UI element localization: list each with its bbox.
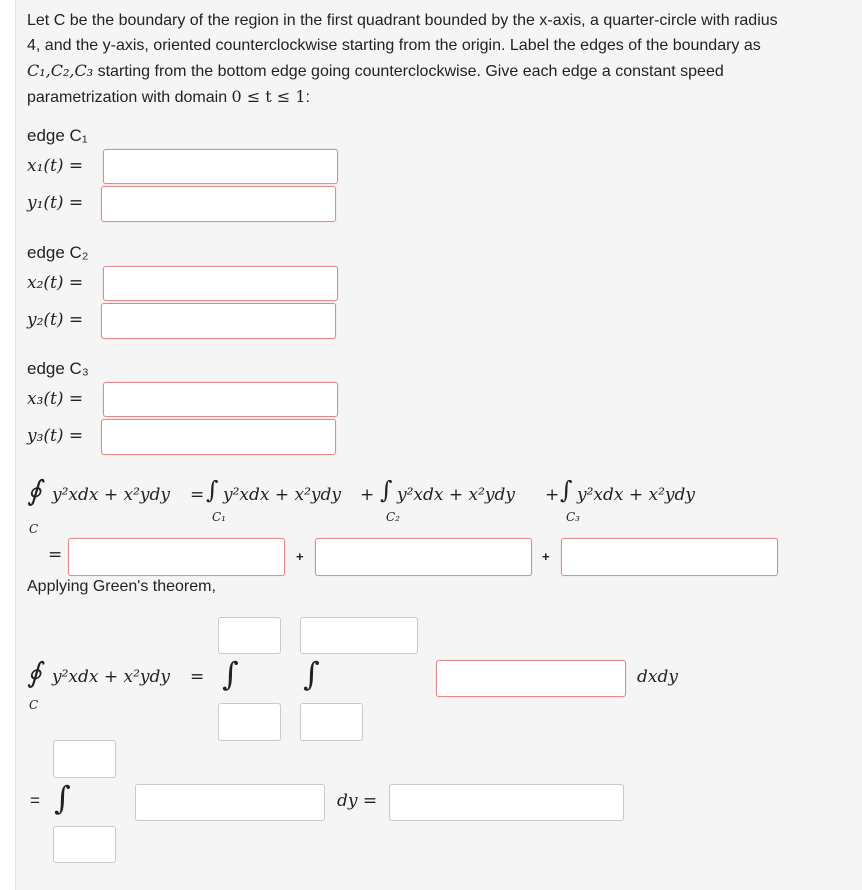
x1-label: x₁(t) = <box>27 156 84 176</box>
final-lower-limit-input[interactable] <box>53 826 116 863</box>
prompt-line-2: 4, and the y-axis, oriented counterclockwise starting from the origin. Label the edges of the boundary as <box>27 37 761 54</box>
x3-input[interactable] <box>103 382 338 417</box>
c3-integral-input[interactable] <box>561 538 778 576</box>
prompt-line-4 <box>27 84 827 110</box>
plus-sign-2: + <box>542 549 550 564</box>
prompt-colon: : <box>305 89 310 106</box>
integral-c1-sub: C₁ <box>212 510 226 524</box>
equals-3: = <box>190 667 205 687</box>
lhs-integrand: y²xdx + x²ydy <box>52 485 171 505</box>
inner-integral-symbol: ∫ <box>303 655 320 693</box>
integral-c3-sub: C₃ <box>566 510 580 524</box>
edge-c1-title: edge C₁ <box>27 126 88 145</box>
final-upper-limit-input[interactable] <box>53 740 116 778</box>
edges-list: C₁,C₂,C₃ <box>27 61 94 80</box>
x2-label: x₂(t) = <box>27 273 84 293</box>
prompt-line-4-text: parametrization with domain <box>27 89 228 106</box>
final-integrand-input[interactable] <box>135 784 325 821</box>
plus-1: + <box>360 485 375 505</box>
inner-upper-limit-input[interactable] <box>300 617 418 654</box>
y1-label: y₁(t) = <box>27 193 84 213</box>
greens-closed-integral: ∮ <box>27 656 42 689</box>
c1-integral-input[interactable] <box>68 538 285 576</box>
c2-integral-input[interactable] <box>315 538 532 576</box>
x2-input[interactable] <box>103 266 338 301</box>
greens-closed-sub: C <box>29 698 39 712</box>
integral-c2-symbol: ∫ <box>380 476 393 504</box>
y2-label: y₂(t) = <box>27 310 84 330</box>
equals-2: = <box>48 545 63 565</box>
y2-input[interactable] <box>101 303 336 339</box>
inner-lower-limit-input[interactable] <box>300 703 363 741</box>
plus-2: + <box>545 485 560 505</box>
integral-c1-symbol: ∫ <box>206 476 219 504</box>
y3-label: y₃(t) = <box>27 426 84 446</box>
x3-label: x₃(t) = <box>27 389 84 409</box>
final-integral-symbol: ∫ <box>54 779 71 817</box>
equals-1: = <box>190 485 205 505</box>
plus-sign-1: + <box>296 549 304 564</box>
prompt-line-1: Let C be the boundary of the region in the first quadrant bounded by the x-axis, a quarter-circle with radius <box>27 12 778 29</box>
prompt-line-3-text: starting from the bottom edge going counterclockwise. Give each edge a constant speed <box>97 63 724 80</box>
equals-4: = <box>30 791 40 810</box>
greens-integrand-input[interactable] <box>436 660 626 697</box>
c3-integrand: y²xdx + x²ydy <box>577 485 696 505</box>
dy-equals-label: dy = <box>337 791 378 811</box>
outer-lower-limit-input[interactable] <box>218 703 281 741</box>
dxdy-label: dxdy <box>637 667 678 687</box>
closed-integral-symbol: ∮ <box>27 474 42 507</box>
x1-input[interactable] <box>103 149 338 184</box>
c2-integrand: y²xdx + x²ydy <box>397 485 516 505</box>
greens-heading: Applying Green's theorem, <box>27 578 216 595</box>
c1-integrand: y²xdx + x²ydy <box>223 485 342 505</box>
prompt-line-3 <box>27 58 827 84</box>
y1-input[interactable] <box>101 186 336 222</box>
greens-lhs-integrand: y²xdx + x²ydy <box>52 667 171 687</box>
y3-input[interactable] <box>101 419 336 455</box>
problem-statement <box>27 8 827 110</box>
closed-integral-sub: C <box>29 522 39 536</box>
edge-c3-title: edge C₃ <box>27 359 89 378</box>
final-answer-input[interactable] <box>389 784 624 821</box>
domain-expr: 0 ≤ t ≤ 1 <box>231 87 306 106</box>
integral-c2-sub: C₂ <box>386 510 400 524</box>
integral-c3-symbol: ∫ <box>560 476 573 504</box>
outer-integral-symbol: ∫ <box>222 655 239 693</box>
edge-c2-title: edge C₂ <box>27 243 89 262</box>
outer-upper-limit-input[interactable] <box>218 617 281 654</box>
